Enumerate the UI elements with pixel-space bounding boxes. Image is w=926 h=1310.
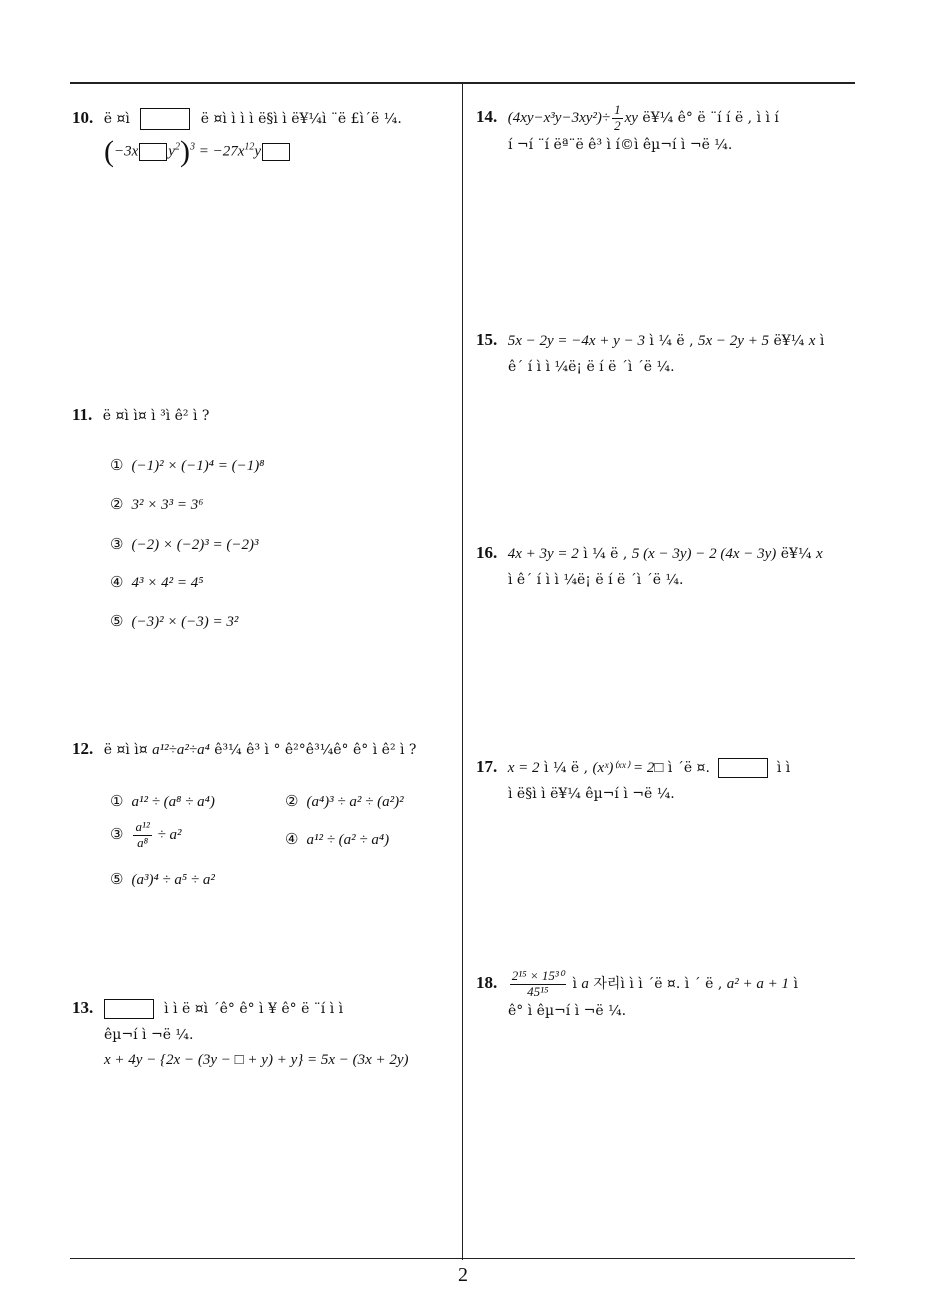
question-13	[72, 993, 457, 1074]
question-text: ë¥¼ ê° ë ¨í í ë , ì ì í	[642, 110, 784, 126]
answer-box-inline[interactable]	[139, 143, 167, 161]
question-text-continued: ì ë§ì ì ë¥¼ êµ¬í ì ¬ë ¼.	[508, 785, 675, 802]
question-text: ì	[572, 976, 577, 992]
question-text-3: ì	[793, 976, 798, 992]
q11-option-1[interactable]: ① (−1)² × (−1)⁴ = (−1)⁸	[110, 458, 265, 474]
question-text: ì ¼ ë ,	[543, 760, 589, 776]
question-expression: (−3x $y^2)^3 = -27x^{12}y$	[104, 137, 452, 167]
question-text-2: ë¥¼	[773, 333, 805, 349]
q11-option-5[interactable]: ⑤ (−3)² × (−3) = 3²	[110, 614, 239, 630]
question-expression-tail: xy	[624, 110, 638, 126]
question-text-continued: ì ê´ í ì ì ¼ë¡ ë í ë ´ì ´ë ¼.	[508, 571, 684, 588]
question-expression: (4xy−x³y−3xy²)÷	[507, 110, 611, 126]
answer-box-inline[interactable]	[262, 143, 290, 161]
question-expression: x = 2	[507, 760, 540, 776]
question-number: 10.	[72, 108, 94, 127]
question-text-start: ë ¤ì	[103, 111, 130, 127]
question-number: 15.	[476, 330, 498, 349]
question-expression: 5x − 2y = −4x + y − 3	[507, 333, 645, 349]
q12-option-2[interactable]: ② (a⁴)³ ÷ a² ÷ (a²)²	[285, 794, 404, 810]
question-expression: a² + a + 1	[726, 976, 790, 992]
question-text-continued: í ¬í ¨í ëª¨ë ê³ ì í©ì êµ¬í ì ¬ë ¼.	[508, 137, 733, 154]
question-text: ê³¼ ê³ ì ° ê²°ê³¼ê° ê° ì ê² ì ?	[214, 742, 417, 758]
question-fraction: $\frac{\text{2¹⁵ × 15³⁰}}{\text{45¹⁵}}$	[511, 967, 565, 999]
question-15	[476, 325, 856, 379]
question-text-continued: ê° ì êµ¬í ì ¬ë ¼.	[508, 1003, 627, 1020]
question-number: 14.	[476, 107, 498, 126]
question-12	[72, 734, 457, 764]
q12-option-1[interactable]: ① a¹² ÷ (a⁸ ÷ a⁴)	[110, 794, 215, 810]
question-number: 16.	[476, 543, 498, 562]
question-16	[476, 538, 861, 592]
question-text-2: 자리ì ì ì ´ë ¤. ì ´ ë ,	[593, 976, 723, 992]
page-number: 2	[458, 1264, 468, 1286]
question-14	[476, 102, 856, 158]
q12-option-5[interactable]: ⑤ (a³)⁴ ÷ a⁵ ÷ a²	[110, 872, 215, 888]
column-divider	[462, 82, 463, 1260]
answer-box[interactable]	[104, 999, 154, 1019]
question-number: 12.	[72, 739, 94, 758]
question-text-continued: ê´ í ì ì ¼ë¡ ë í ë ´ì ´ë ¼.	[508, 358, 675, 375]
question-text-3: ì ì	[776, 760, 791, 776]
question-expression: x + 4y − {2x − (3y − □ + y) + y} = 5x − (3x + 2y)	[104, 1052, 409, 1069]
question-text-3: ì	[819, 333, 825, 349]
question-expression-2: (xˣ)⁽ˣˣ⁾ = 2□	[592, 760, 664, 776]
question-text: ì ¼ ë ,	[583, 546, 628, 562]
q12-option-3[interactable]: ③ $\frac{\text{a¹²}}{\text{a⁸}}$ ÷ a²	[110, 819, 182, 850]
question-expression: a¹²÷a²÷a⁴	[152, 742, 210, 758]
question-text-start: ë ¤ì ì¤	[103, 742, 148, 758]
q11-option-3[interactable]: ③ (−2) × (−2)³ = (−2)³	[110, 537, 259, 553]
fraction-half: $\frac{1}{2}$	[614, 101, 621, 133]
question-variable: x	[815, 546, 823, 562]
question-11	[72, 400, 452, 430]
question-18	[476, 968, 856, 1024]
answer-box[interactable]	[718, 758, 768, 778]
question-text: ë ¤ì ì¤ ì ³ì ê² ì ?	[102, 408, 210, 424]
question-variable: x	[808, 333, 816, 349]
question-text: ì ì ë ¤ì ´ê° ê° ì ¥ ê° ë ¨í ì ì	[164, 1001, 344, 1017]
q11-option-2[interactable]: ② 3² × 3³ = 3⁶	[110, 497, 204, 513]
question-number: 13.	[72, 998, 94, 1017]
question-text-continued: êµ¬í ì ¬ë ¼.	[104, 1026, 194, 1043]
question-expression-2: 5x − 2y + 5	[698, 333, 770, 349]
q12-option-4[interactable]: ④ a¹² ÷ (a² ÷ a⁴)	[285, 832, 390, 848]
question-expression-2: 5 (x − 3y) − 2 (4x − 3y)	[631, 546, 777, 562]
question-text-2: ì ´ë ¤.	[667, 760, 710, 776]
question-variable: a	[581, 976, 589, 992]
answer-box[interactable]	[140, 108, 190, 130]
question-number: 11.	[72, 405, 93, 424]
q11-option-4[interactable]: ④ 4³ × 4² = 4⁵	[110, 575, 204, 591]
bottom-rule	[70, 1258, 855, 1259]
question-text: ì ¼ ë ,	[649, 333, 694, 349]
question-text-2: ë¥¼	[780, 546, 812, 562]
question-number: 17.	[476, 757, 498, 776]
question-expression: 4x + 3y = 2	[507, 546, 579, 562]
question-10	[72, 103, 452, 167]
question-text: ë ¤ì ì ì ì ë§ì ì ë¥¼ì ¨ë £ì´ë ¼.	[200, 111, 402, 127]
question-17	[476, 752, 856, 806]
question-number: 18.	[476, 973, 498, 992]
